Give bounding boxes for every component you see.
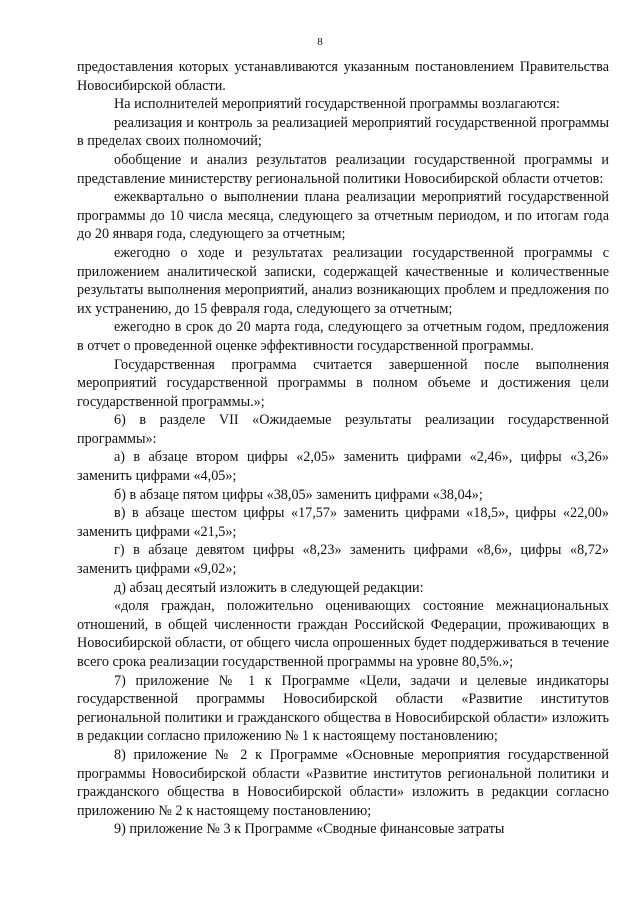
paragraph: 7) приложение № 1 к Программе «Цели, задачи и целевые индикаторы государственной программы Новосибирской области «Развитие институтов региональной политики и гражданского общества в Новосибирской области» изложить в редакции согласно приложению № 1 к настоящему постановлению; — [77, 672, 609, 745]
paragraph: б) в абзаце пятом цифры «38,05» заменить цифрами «38,04»; — [114, 486, 483, 503]
paragraph: а) в абзаце втором цифры «2,05» заменить цифрами «2,46», цифры «3,26» заменить цифрами «4,05»; — [77, 449, 609, 485]
paragraph: предоставления которых устанавливаются указанным постановлением Правительства Новосибирской области. — [77, 59, 609, 94]
paragraph: в) в абзаце шестом цифры «17,57» заменить цифрами «18,5», цифры «22,00» заменить цифрами «21,5»; — [77, 505, 609, 540]
paragraph: 8) приложение № 2 к Программе «Основные мероприятия государственной программы Новосибирской области «Развитие институтов региональной политики и гражданского общества в Новосибирской области» изложить в редакции согласно приложению № 2 к настоящему постановлению; — [77, 746, 609, 819]
paragraph: ежеквартально о выполнении плана реализации мероприятий государственной программы до 10 числа месяца, следующего за отчетным периодом, и по итогам года до 20 января года, следующего за отчетным; — [77, 189, 609, 243]
page-number: 8 — [317, 36, 323, 48]
paragraph: Государственная программа считается завершенной после выполнения мероприятий государственной программы в полном объеме и достижения цели государственной программы.»; — [77, 356, 609, 410]
paragraph: ежегодно о ходе и результатах реализации государственной программы с приложением аналитической записки, содержащей качественные и количественные результаты выполнения мероприятий, анализ возникающих проблем и предложения по их устранению, до 15 февраля года, следующего за отчетным; — [77, 244, 609, 317]
paragraph: д) абзац десятый изложить в следующей редакции: — [114, 579, 424, 596]
document-body — [77, 58, 609, 839]
paragraph: г) в абзаце девятом цифры «8,23» заменить цифрами «8,6», цифры «8,72» заменить цифрами «9,02»; — [77, 542, 609, 578]
paragraph: «доля граждан, положительно оценивающих состояние межнациональных отношений, в общей численности граждан Российской Федерации, проживающих в Новосибирской области, от общего числа опрошенных будет поддерживаться в течение всего срока реализации государственной программы на уровне 80,5%.»; — [77, 598, 609, 670]
paragraph: обобщение и анализ результатов реализации государственной программы и представление министерству региональной политики Новосибирской области отчетов: — [77, 151, 609, 187]
paragraph: На исполнителей мероприятий государственной программы возлагаются: — [114, 96, 560, 113]
paragraph: 9) приложение № 3 к Программе «Сводные финансовые затраты — [114, 821, 505, 838]
paragraph: ежегодно в срок до 20 марта года, следующего за отчетным годом, предложения в отчет о проведенной оценке эффективности государственной программы. — [77, 319, 609, 354]
paragraph: реализация и контроль за реализацией мероприятий государственной программы в пределах своих полномочий; — [77, 114, 609, 150]
paragraph: 6) в разделе VII «Ожидаемые результаты реализации государственной программы»: — [77, 412, 609, 447]
